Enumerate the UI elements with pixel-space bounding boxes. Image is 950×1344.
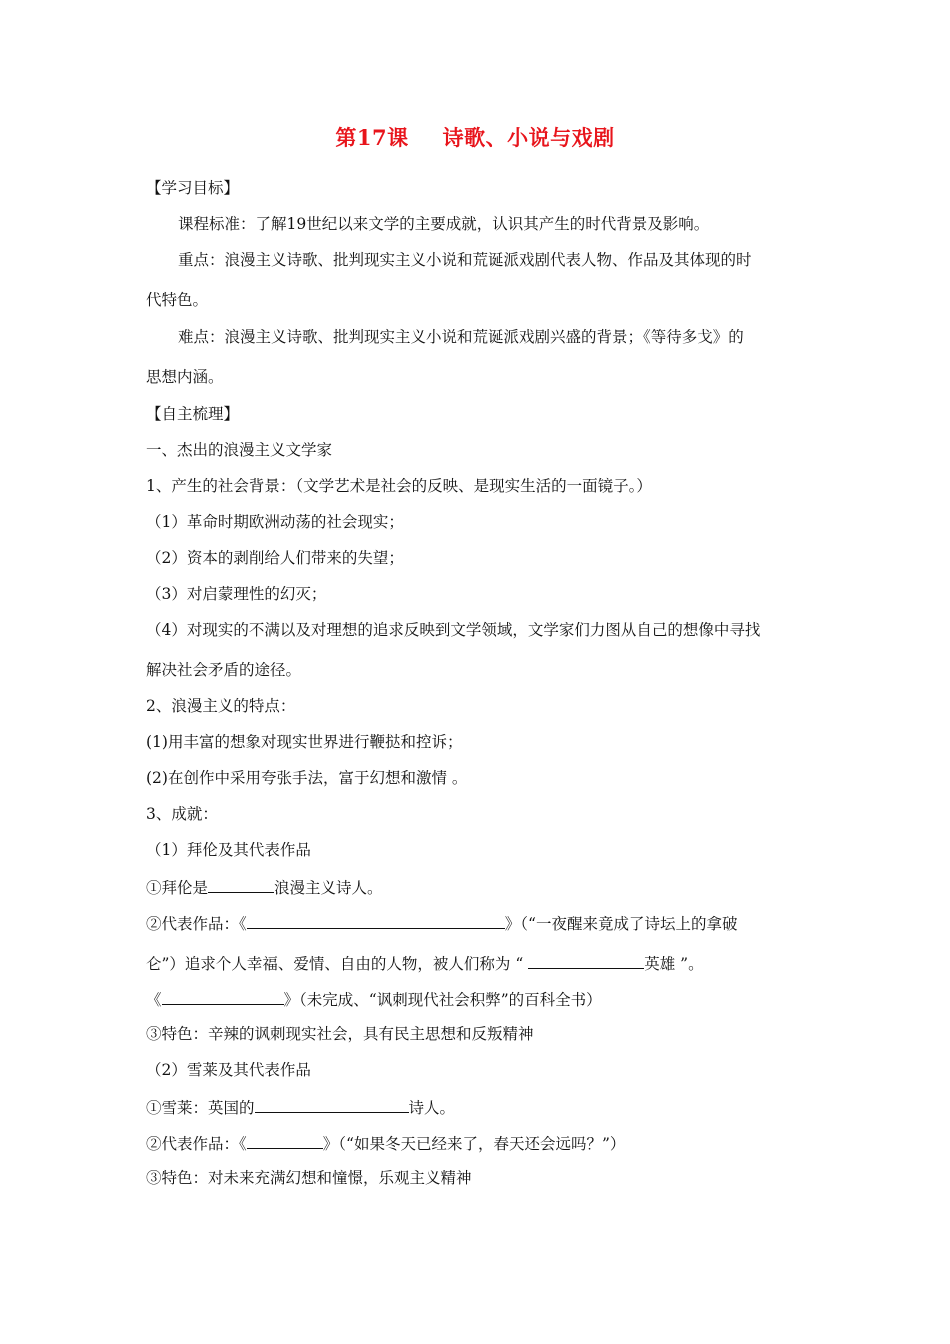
fill-blank[interactable] — [528, 952, 644, 969]
section-heading-goals: 【学习目标】 — [146, 179, 240, 197]
background-item-1: （1）革命时期欧洲动荡的社会现实； — [146, 513, 404, 531]
background-item-2: （2）资本的剥削给人们带来的失望； — [146, 549, 404, 567]
byron-item-1: ①拜伦是 浪漫主义诗人。 — [146, 876, 804, 898]
shelley-item-1: ①雪莱：英国的 诗人。 — [146, 1096, 804, 1118]
achievements-heading: 3、成就： — [146, 805, 218, 823]
difficulty-line-1: 难点：浪漫主义诗歌、批判现实主义小说和荒诞派戏剧兴盛的背景；《等待多戈》的 — [178, 328, 744, 346]
key-points-line-2: 代特色。 — [146, 291, 209, 309]
difficulty-line-2: 思想内涵。 — [146, 368, 224, 386]
background-item-3: （3）对启蒙理性的幻灭； — [146, 585, 327, 603]
byron-item-2: ②代表作品：《 》（“一夜醒来竟成了诗坛上的拿破 — [146, 912, 804, 934]
romanticism-features: 2、浪漫主义的特点： — [146, 697, 296, 715]
section-heading-review: 【自主梳理】 — [146, 405, 240, 423]
shelley-item-2: ②代表作品：《 》（“如果冬天已经来了，春天还会远吗？”） — [146, 1132, 804, 1154]
heading-romantic-writers: 一、杰出的浪漫主义文学家 — [146, 441, 333, 459]
social-background: 1、产生的社会背景：（文学艺术是社会的反映、是现实生活的一面镜子。） — [146, 477, 652, 495]
byron-work-2: 《 》（未完成、“讽刺现代社会积弊”的百科全书） — [146, 988, 804, 1010]
lesson-topic: 诗歌、小说与戏剧 — [442, 125, 615, 150]
fill-blank[interactable] — [247, 912, 505, 929]
background-item-4-line-2: 解决社会矛盾的途径。 — [146, 661, 302, 679]
byron-item-2-cont: 仑”）追求个人幸福、爱情、自由的人物，被人们称为 “ 英雄 ”。 — [146, 952, 804, 974]
fill-blank[interactable] — [247, 1132, 323, 1149]
fill-blank[interactable] — [208, 876, 274, 893]
background-item-4-line-1: （4）对现实的不满以及对理想的追求反映到文学领域，文学家们力图从自己的想像中寻找 — [146, 621, 761, 639]
key-points-line-1: 重点：浪漫主义诗歌、批判现实主义小说和荒诞派戏剧代表人物、作品及其体现的时 — [178, 251, 752, 269]
shelley-heading: （2）雪莱及其代表作品 — [146, 1061, 311, 1079]
byron-heading: （1）拜伦及其代表作品 — [146, 841, 311, 859]
page-title — [0, 122, 950, 152]
feature-item-1: (1)用丰富的想象对现实世界进行鞭挞和控诉； — [146, 733, 463, 751]
course-standard: 课程标准：了解19世纪以来文学的主要成就，认识其产生的时代背景及影响。 — [178, 215, 710, 233]
byron-feature: ③特色：辛辣的讽刺现实社会，具有民主思想和反叛精神 — [146, 1025, 534, 1043]
shelley-feature: ③特色：对未来充满幻想和憧憬，乐观主义精神 — [146, 1169, 472, 1187]
lesson-number: 第17课 — [335, 125, 409, 150]
fill-blank[interactable] — [162, 988, 284, 1005]
feature-item-2: (2)在创作中采用夸张手法，富于幻想和激情 。 — [146, 769, 468, 787]
fill-blank[interactable] — [255, 1096, 409, 1113]
